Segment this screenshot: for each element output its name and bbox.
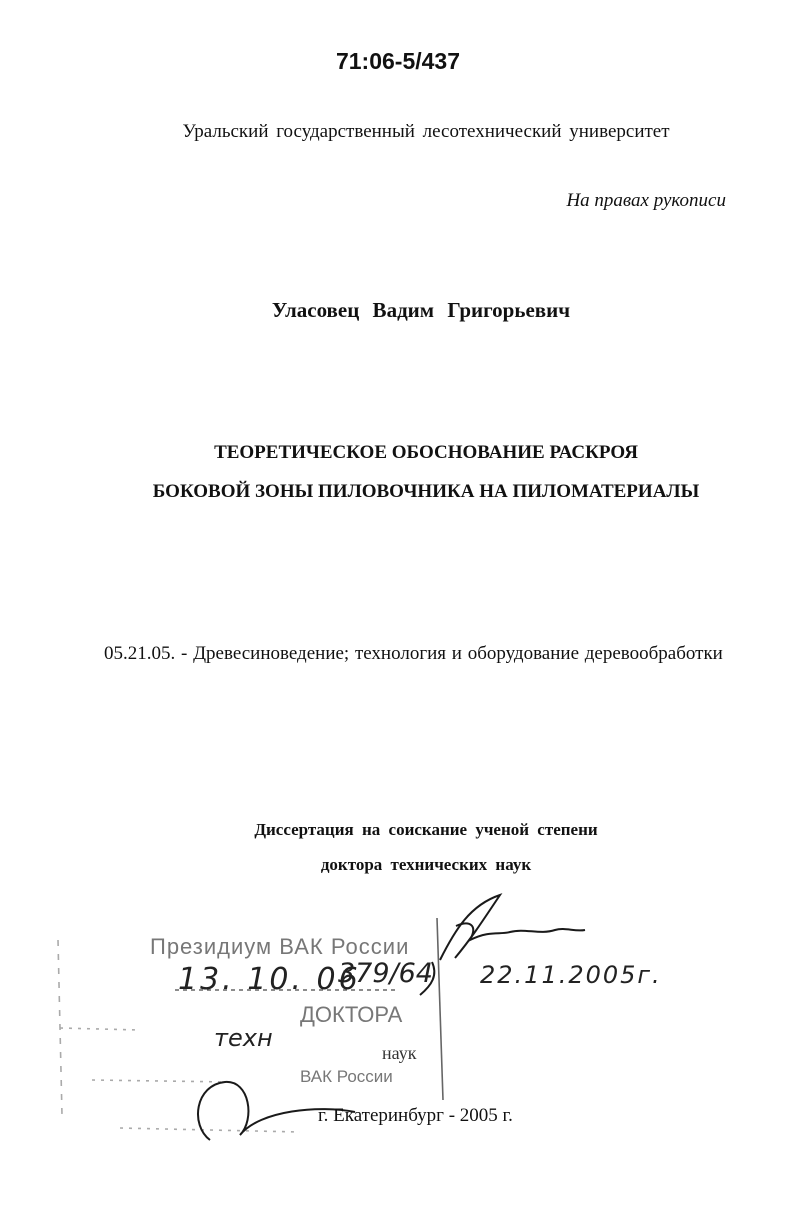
stamp-line-5: ВАК России xyxy=(300,1067,393,1086)
stamp-line-3: ДОКТОРА xyxy=(300,1002,403,1027)
university-name: Уральский государственный лесотехнический университет xyxy=(182,121,670,142)
archive-code: 71:06-5/437 xyxy=(335,48,461,74)
stamp-handwritten-number: 379/64 xyxy=(338,958,433,989)
stamp-line-1: Президиум ВАК России xyxy=(150,934,410,959)
city-year: г. Екатеринбург - 2005 г. xyxy=(318,1105,513,1126)
thesis-title-line-2: БОКОВОЙ ЗОНЫ ПИЛОВОЧНИКА НА ПИЛОМАТЕРИАЛЫ xyxy=(152,481,700,502)
stamp-handwritten-field: техн xyxy=(214,1024,273,1052)
stamp-handwritten-date: 13. 10. 06 xyxy=(178,962,361,997)
stamp-line-4: наук xyxy=(382,1043,417,1063)
manuscript-rights-note: На правах рукописи xyxy=(566,190,726,211)
dissertation-line-2: доктора технических наук xyxy=(320,855,532,874)
thesis-title-line-1: ТЕОРЕТИЧЕСКОЕ ОБОСНОВАНИЕ РАСКРОЯ xyxy=(214,442,638,463)
handwritten-date-right: 22.11.2005г. xyxy=(480,961,662,989)
specialty-code: 05.21.05. - Древесиноведение; технология и оборудование деревообработки xyxy=(104,643,723,664)
dissertation-line-1: Диссертация на соискание ученой степени xyxy=(254,820,598,839)
author-name: Уласовец Вадим Григорьевич xyxy=(271,298,571,322)
